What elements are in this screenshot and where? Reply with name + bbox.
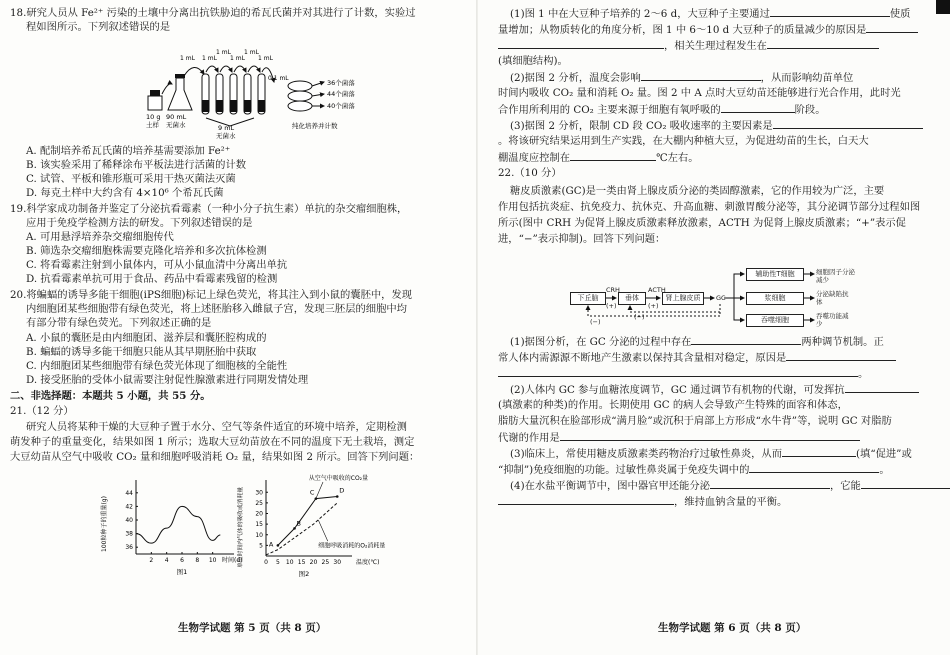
q21-sub-line: 棚温度应控制在 ℃左右。 (498, 152, 699, 164)
gc-node: GC (716, 294, 726, 302)
q21-sub-line: (3)据图 2 分析，限制 CD 段 CO₂ 吸收速率的主要因素是 (510, 118, 923, 133)
q22-sub-line: 。 (498, 366, 868, 381)
tube-volume-label: 1 mL (202, 55, 217, 62)
tube-volume-label: 1 mL (216, 49, 231, 56)
crh-sign: (+) (606, 302, 617, 310)
q21-sub-line: 。将该研究结果运用到生产实践，在大棚内种植大豆，为促进幼苗的生长，白天大 (498, 135, 869, 147)
q22-sub-line: (2)人体内 GC 参与血糖浓度调节，GC 通过调节有机物的代谢，可发挥抗 (510, 382, 919, 397)
q18-option: D. 每克土样中大约含有 4×10⁶ 个希瓦氏菌 (26, 187, 224, 199)
colony-result: 36个菌落 (327, 79, 355, 87)
adrenal-cortex-node: 肾上腺皮质 (662, 292, 704, 305)
q21-sub-line: (1)图 1 中在大豆种子培养的 2～6 d，大豆种子主要通过 使质 (510, 8, 911, 20)
tube-volume-label: 1 mL (230, 55, 245, 62)
pituitary-node: 垂体 (618, 292, 646, 305)
q22-sub-line: (4)在水盐平衡调节中，图中器官甲还能分泌 ，它能 (510, 478, 950, 493)
point-label: B (296, 519, 301, 528)
y-tick-label: 5 (259, 542, 263, 550)
corner-mark (936, 0, 950, 14)
x-tick-label: 2 (149, 557, 154, 564)
q20-option: D. 接受胚胎的受体小鼠需要注射促性腺激素进行同期发情处理 (26, 374, 309, 386)
x-tick-label: 15 (297, 559, 306, 566)
q19-option: D. 抗看霉素单抗可用于食品、药品中看霉素残留的检测 (26, 273, 278, 285)
figure-1-chart (96, 474, 246, 578)
sample-label: 10 g (146, 113, 161, 121)
x-axis-label: 温度(℃) (356, 559, 380, 566)
q18-stem-line: 程如图所示。下列叙述错误的是 (26, 21, 171, 33)
q21-stem-line: 萌发种子的重量变化，结果如图 1 所示；选取大豆幼苗放在不同的温度下无土栽培，测定 (10, 436, 415, 448)
helper-t-cell-node: 辅助性T细胞 (746, 268, 804, 281)
tube-water-label: 无菌水 (216, 132, 236, 140)
y-tick-label: 10 (255, 531, 263, 539)
y-tick-label: 40 (125, 517, 133, 524)
hypothalamus-node: 下丘脑 (570, 292, 606, 305)
point-marker (336, 495, 339, 498)
y-tick-label: 38 (125, 530, 133, 538)
q18-option: A. 配制培养希瓦氏菌的培养基需要添加 Fe²⁺ (26, 145, 231, 157)
point-label: C (309, 488, 315, 497)
point-marker (277, 544, 280, 547)
y-tick-label: 36 (125, 544, 133, 552)
q20-option: C. 内细胞团某些细胞带有绿色荧光体现了细胞核的全能性 (26, 360, 288, 372)
x-tick-label: 10 (208, 557, 217, 564)
x-tick-label: 30 (333, 559, 342, 566)
q19-option: C. 将看霉素注射到小鼠体内，可从小鼠血清中分离出单抗 (26, 259, 288, 271)
y-tick-label: 44 (125, 489, 133, 497)
q20-stem-line: 内细胞团某些细胞带有绿色荧光，将上述胚胎移入雌鼠子宫，发现三胚层的细胞中均 (26, 303, 407, 315)
colony-result: 44个菌落 (327, 90, 355, 98)
x-tick-label: 4 (164, 557, 169, 564)
q22-stem-line: 进，“−”表示抑制)。回答下列问题： (498, 233, 666, 245)
q20-option: A. 小鼠的囊胚是由内细胞团、滋养层和囊胚腔构成的 (26, 332, 267, 344)
figure-caption: 纯化培养并计数 (292, 122, 338, 130)
q22-stem-line: 所示(图中 CRH 为促肾上腺皮质激素释放激素，ACTH 为促肾上腺皮质激素；“+”表示促 (498, 217, 906, 229)
y-axis-label: 单位时间内气体的吸收或消耗量 (238, 486, 244, 568)
tube-volume-label: 1 mL (244, 49, 259, 56)
q22-sub-line: 脂肪大量沉积在脸部形成“满月脸”或沉积于肩部上方形成“水牛背”等，说明 GC 对脂肪 (498, 415, 892, 427)
q21-head: 21.（12 分） (10, 405, 74, 417)
q22-sub-line: 常人体内需源源不断地产生激素以保持其含量相对稳定，原因是 (498, 350, 896, 365)
q19-option: A. 可用悬浮培养杂交瘤细胞传代 (26, 231, 174, 243)
antibody-effect: 分泌缺陷抗体 (816, 290, 849, 306)
q18-option: C. 试管、平板和锥形瓶可采用干热灭菌法灭菌 (26, 173, 236, 185)
callout-line (318, 520, 328, 541)
x-tick-label: 25 (321, 559, 330, 566)
q22-sub-line: (3)临床上，常使用糖皮质激素类药物治疗过敏性鼻炎，从而 (填“促进”或 (510, 448, 912, 460)
x-axis-label: 时间(d) (222, 557, 243, 564)
y-tick-label: 42 (125, 503, 133, 511)
weight-curve (136, 506, 220, 543)
cytokine-effect: 细胞因子分泌减少 (816, 268, 855, 284)
q22-sub-line: ，维持血钠含量的平衡。 (498, 494, 787, 509)
feedback-sign: (−) (634, 313, 645, 321)
beaker-icon (148, 90, 162, 110)
x-tick-label: 6 (180, 557, 184, 564)
plate-volume-label: 0.1 mL (268, 75, 289, 82)
tube-volume-label: 1 mL (258, 55, 273, 62)
x-tick-label: 5 (275, 559, 280, 566)
crh-label: CRH (606, 286, 620, 294)
y-axis-label: 100粒种子的重量(g) (101, 496, 108, 552)
q22-stem-line: 糖皮质激素(GC)是一类由肾上腺皮质分泌的类固醇激素，它的作用较为广泛，主要 (510, 185, 885, 197)
q22-sub-line: 代谢的作用是 (498, 430, 860, 445)
figure-2-chart (230, 470, 450, 582)
flask-label: 90 mL (166, 113, 187, 121)
phagocyte-node: 吞噬细胞 (746, 314, 804, 327)
series-line (278, 497, 337, 546)
q19-stem-line: 应用于免疫学检测方法的研发。下列叙述错误的是 (26, 217, 253, 229)
q21-sub-line: 合作用所利用的 CO₂ 主要来源于细胞有氧呼吸的 阶段。 (498, 104, 826, 116)
phagocytosis-effect: 吞噬功能减少 (816, 312, 849, 328)
acth-label: ACTH (648, 286, 666, 294)
q21-stem-line: 研究人员将某种干燥的大豆种子置于水分、空气等条件适宜的环境中培养，定期检测 (26, 421, 407, 433)
x-tick-label: 20 (309, 559, 318, 566)
y-tick-label: 30 (255, 489, 263, 497)
q21-sub-line: ，相关生理过程发生在 (498, 38, 879, 53)
point-marker (293, 527, 296, 530)
tube-volume-label: 1 mL (180, 55, 195, 62)
q18-option: B. 该实验采用了稀释涂布平板法进行活菌的计数 (26, 159, 247, 171)
sample-label: 土样 (146, 121, 159, 129)
q22-sub-line: (填激素的种类)的作用。长期使用 GC 的病人会导致产生特殊的面容和体态， (498, 399, 848, 411)
q21-sub-line: 量增加；从物质转化的角度分析，图 1 中 6～10 d 大豆种子的质量减少的原因是 (498, 22, 918, 37)
q21-stem-line: 大豆幼苗从空气中吸收 CO₂ 量和细胞呼吸消耗 O₂ 量，结果如图 2 所示。回答下列问题： (10, 451, 420, 463)
feedback-sign: (−) (590, 318, 601, 326)
petri-dishes (288, 81, 312, 111)
q19-option: B. 筛选杂交瘤细胞株需要克隆化培养和多次抗体检测 (26, 245, 267, 257)
q21-sub-line: (填细胞结构)。 (498, 55, 568, 67)
point-label: D (339, 486, 345, 495)
acth-sign: (+) (648, 302, 659, 310)
figure-title: 图1 (176, 568, 188, 576)
page-6 (478, 0, 950, 655)
page-footer: 生物学试题 第 6 页（共 8 页） (658, 622, 807, 634)
plasma-cell-node: 浆细胞 (746, 292, 804, 305)
x-tick-label: 8 (195, 557, 200, 564)
y-tick-label: 15 (255, 521, 263, 529)
series-label: 从空气中吸收的CO₂量 (308, 475, 369, 482)
q21-sub-line: 时间内吸收 CO₂ 量和消耗 O₂ 量。图 2 中 A 点时大豆幼苗还能够进行光合作用，此时光 (498, 87, 901, 99)
q22-sub-line: (1)据图分析，在 GC 分泌的过程中存在 两种调节机制。正 (510, 336, 884, 348)
q21-sub-line: (2)据图 2 分析，温度会影响 ，从而影响幼苗单位 (510, 72, 854, 84)
q22-sub-line: “抑制”)免疫细胞的功能。过敏性鼻炎属于免疫失调中的 。 (498, 464, 890, 476)
q18-dilution-figure (140, 38, 380, 140)
section-heading: 二、非选择题：本题共 5 小题，共 55 分。 (10, 390, 211, 402)
q20-stem-line: 有部分带有绿色荧光。下列叙述正确的是 (26, 317, 212, 329)
x-tick-label: 0 (264, 559, 268, 566)
q20-stem-line: 20.将蝙蝠的诱导多能干细胞(iPS细胞)标记上绿色荧光，将其注入到小鼠的囊胚中，发现 (10, 289, 413, 301)
point-label: A (268, 540, 274, 549)
colony-result: 40个菌落 (327, 102, 355, 110)
q20-option: B. 蝙蝠的诱导多能干细胞只能从其早期胚胎中获取 (26, 346, 257, 358)
figure-title: 图2 (298, 570, 310, 578)
q18-stem-line: 18.研究人员从 Fe²⁺ 污染的土壤中分离出抗铁胁迫的希瓦氏菌并对其进行了计数，实验过 (10, 7, 416, 19)
tube-water-label: 9 mL (218, 124, 235, 132)
y-tick-label: 25 (255, 499, 263, 507)
gc-regulation-diagram (568, 260, 928, 330)
flask-label: 无菌水 (166, 121, 186, 129)
flask-icon (168, 74, 192, 110)
page-footer: 生物学试题 第 5 页（共 8 页） (178, 622, 327, 634)
q22-head: 22.（10 分） (498, 167, 562, 179)
callout-line (316, 482, 323, 499)
q19-stem-line: 19.科学家成功制备并鉴定了分泌抗看霉素（一种小分子抗生素）单抗的杂交瘤细胞株， (10, 203, 408, 215)
q22-stem-line: 作用包括抗炎症、抗免疫力、抗休克、升高血糖、刺激胃酸分泌等，其分泌调节部分过程如图 (498, 201, 921, 213)
series-label: 细胞呼吸消耗的O₂消耗量 (318, 542, 386, 550)
x-tick-label: 10 (285, 559, 294, 566)
y-tick-label: 20 (255, 510, 263, 518)
